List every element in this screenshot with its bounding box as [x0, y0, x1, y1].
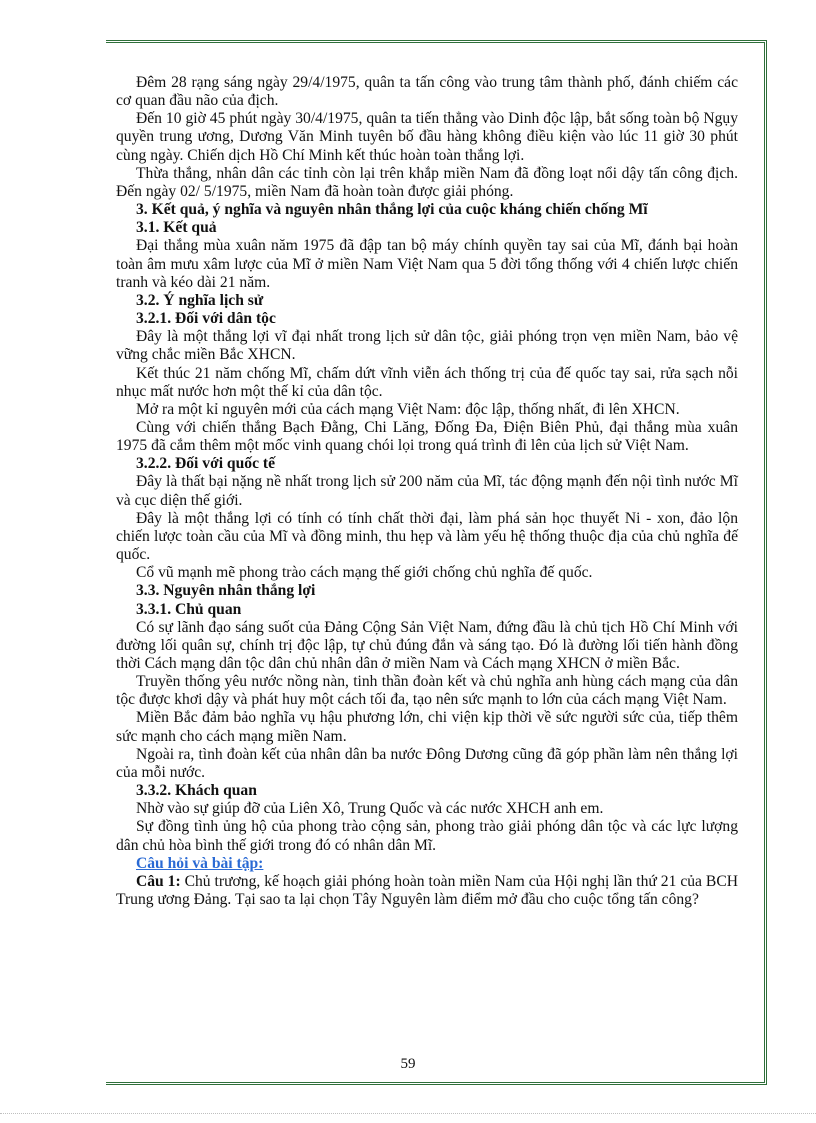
question-text: Chủ trương, kế hoạch giải phóng hoàn toàn miền Nam của Hội nghị lần thứ 21 của BCH Trung ương Đảng. Tại sao ta lại chọn Tây Nguyên làm điểm mở đầu cho cuộc tổng tấn công?	[116, 872, 738, 909]
paragraph: Cổ vũ mạnh mẽ phong trào cách mạng thế giới chống chủ nghĩa đế quốc.	[136, 564, 593, 582]
paragraph: Đây là một thắng lợi vĩ đại nhất trong lịch sử dân tộc, giải phóng trọn vẹn miền Nam, bảo vệ vững chắc miền Bắc XHCN.	[116, 328, 738, 364]
paragraph: Nhờ vào sự giúp đỡ của Liên Xô, Trung Quốc và các nước XHCH anh em.	[136, 800, 604, 818]
paragraph: Mở ra một kỉ nguyên mới của cách mạng Việt Nam: độc lập, thống nhất, đi lên XHCN.	[136, 400, 680, 418]
section-heading: 3. Kết quả, ý nghĩa và nguyên nhân thắng lợi của cuộc kháng chiến chống Mĩ	[136, 201, 648, 219]
subsection-heading: 3.2.2. Đối với quốc tế	[136, 455, 276, 473]
subsection-heading: 3.2. Ý nghĩa lịch sử	[136, 291, 264, 309]
subsection-heading: 3.1. Kết quả	[136, 219, 217, 237]
footer-divider	[0, 1113, 816, 1114]
paragraph: Đêm 28 rạng sáng ngày 29/4/1975, quân ta tấn công vào trung tâm thành phố, đánh chiếm các cơ quan đầu não của địch.	[116, 74, 738, 110]
page-number: 59	[400, 1056, 416, 1072]
subsection-heading: 3.3.2. Khách quan	[136, 782, 257, 800]
question-1	[116, 873, 738, 909]
question-label: Câu 1:	[136, 872, 181, 890]
exercises-link[interactable]: Câu hỏi và bài tập:	[136, 854, 264, 872]
paragraph: Đây là thất bại nặng nề nhất trong lịch sử 200 năm của Mĩ, tác động mạnh đến nội tình nước Mĩ và cục diện thế giới.	[116, 473, 738, 509]
paragraph: Đại thắng mùa xuân năm 1975 đã đập tan bộ máy chính quyền tay sai của Mĩ, đánh bại hoàn toàn âm mưu xâm lược của Mĩ ở miền Nam Việt Nam qua 5 đời tổng thống với 4 chiến lược chiến tranh và kéo dài 21 năm.	[116, 237, 738, 291]
paragraph: Sự đồng tình ủng hộ của phong trào cộng sản, phong trào giải phóng dân tộc và các lực lượng dân chủ hòa bình thế giới trong đó có nhân dân Mĩ.	[116, 818, 738, 854]
paragraph: Có sự lãnh đạo sáng suốt của Đảng Cộng Sản Việt Nam, đứng đầu là chủ tịch Hồ Chí Minh với đường lối quân sự, chính trị độc lập, tự chủ đúng đắn và sáng tạo. Đó là đường lối tiến hành đồng thời Cách mạng dân tộc dân chủ nhân dân ở miền Nam và Cách mạng XHCN ở miền Bắc.	[116, 618, 738, 672]
document-body	[116, 74, 738, 909]
paragraph: Thừa thắng, nhân dân các tỉnh còn lại trên khắp miền Nam đã đồng loạt nổi dậy tấn công địch. Đến ngày 02/ 5/1975, miền Nam đã hoàn toàn được giải phóng.	[116, 164, 738, 200]
paragraph: Đến 10 giờ 45 phút ngày 30/4/1975, quân ta tiến thẳng vào Dinh độc lập, bắt sống toàn bộ Ngụy quyền trung ương, Dương Văn Minh tuyên bố đầu hàng không điều kiện vào lúc 11 giờ 30 phút cùng ngày. Chiến dịch Hồ Chí Minh kết thúc hoàn toàn thắng lợi.	[116, 110, 738, 164]
paragraph: Ngoài ra, tình đoàn kết của nhân dân ba nước Đông Dương cũng đã góp phần làm nên thắng lợi của mỗi nước.	[116, 745, 738, 781]
paragraph: Đây là một thắng lợi có tính có tính chất thời đại, làm phá sản học thuyết Ni - xon, đảo lộn chiến lược toàn cầu của Mĩ và đồng minh, thu hẹp và làm yếu hệ thống thuộc địa của chủ nghĩa đế quốc.	[116, 509, 738, 564]
paragraph: Cùng với chiến thắng Bạch Đằng, Chi Lăng, Đống Đa, Điện Biên Phủ, đại thắng mùa xuân 1975 đã cắm thêm một mốc vinh quang chói lọi trong quá trình đi lên của lịch sử Việt Nam.	[116, 418, 738, 455]
paragraph: Miền Bắc đảm bảo nghĩa vụ hậu phương lớn, chi viện kịp thời về sức người sức của, tiếp thêm sức mạnh cho cách mạng miền Nam.	[116, 709, 738, 745]
subsection-heading: 3.2.1. Đối với dân tộc	[136, 310, 276, 328]
paragraph: Kết thúc 21 năm chống Mĩ, chấm dứt vĩnh viễn ách thống trị của đế quốc tay sai, rửa sạch nỗi nhục mất nước hơn một thế kỉ của dân tộc.	[116, 364, 738, 400]
subsection-heading: 3.3. Nguyên nhân thắng lợi	[136, 582, 316, 600]
subsection-heading: 3.3.1. Chủ quan	[136, 600, 242, 618]
paragraph: Truyền thống yêu nước nồng nàn, tinh thần đoàn kết và chủ nghĩa anh hùng cách mạng của dân tộc được khơi dậy và phát huy một cách tối đa, tạo nên sức mạnh to lớn của cách mạng Việt Nam.	[116, 673, 738, 709]
